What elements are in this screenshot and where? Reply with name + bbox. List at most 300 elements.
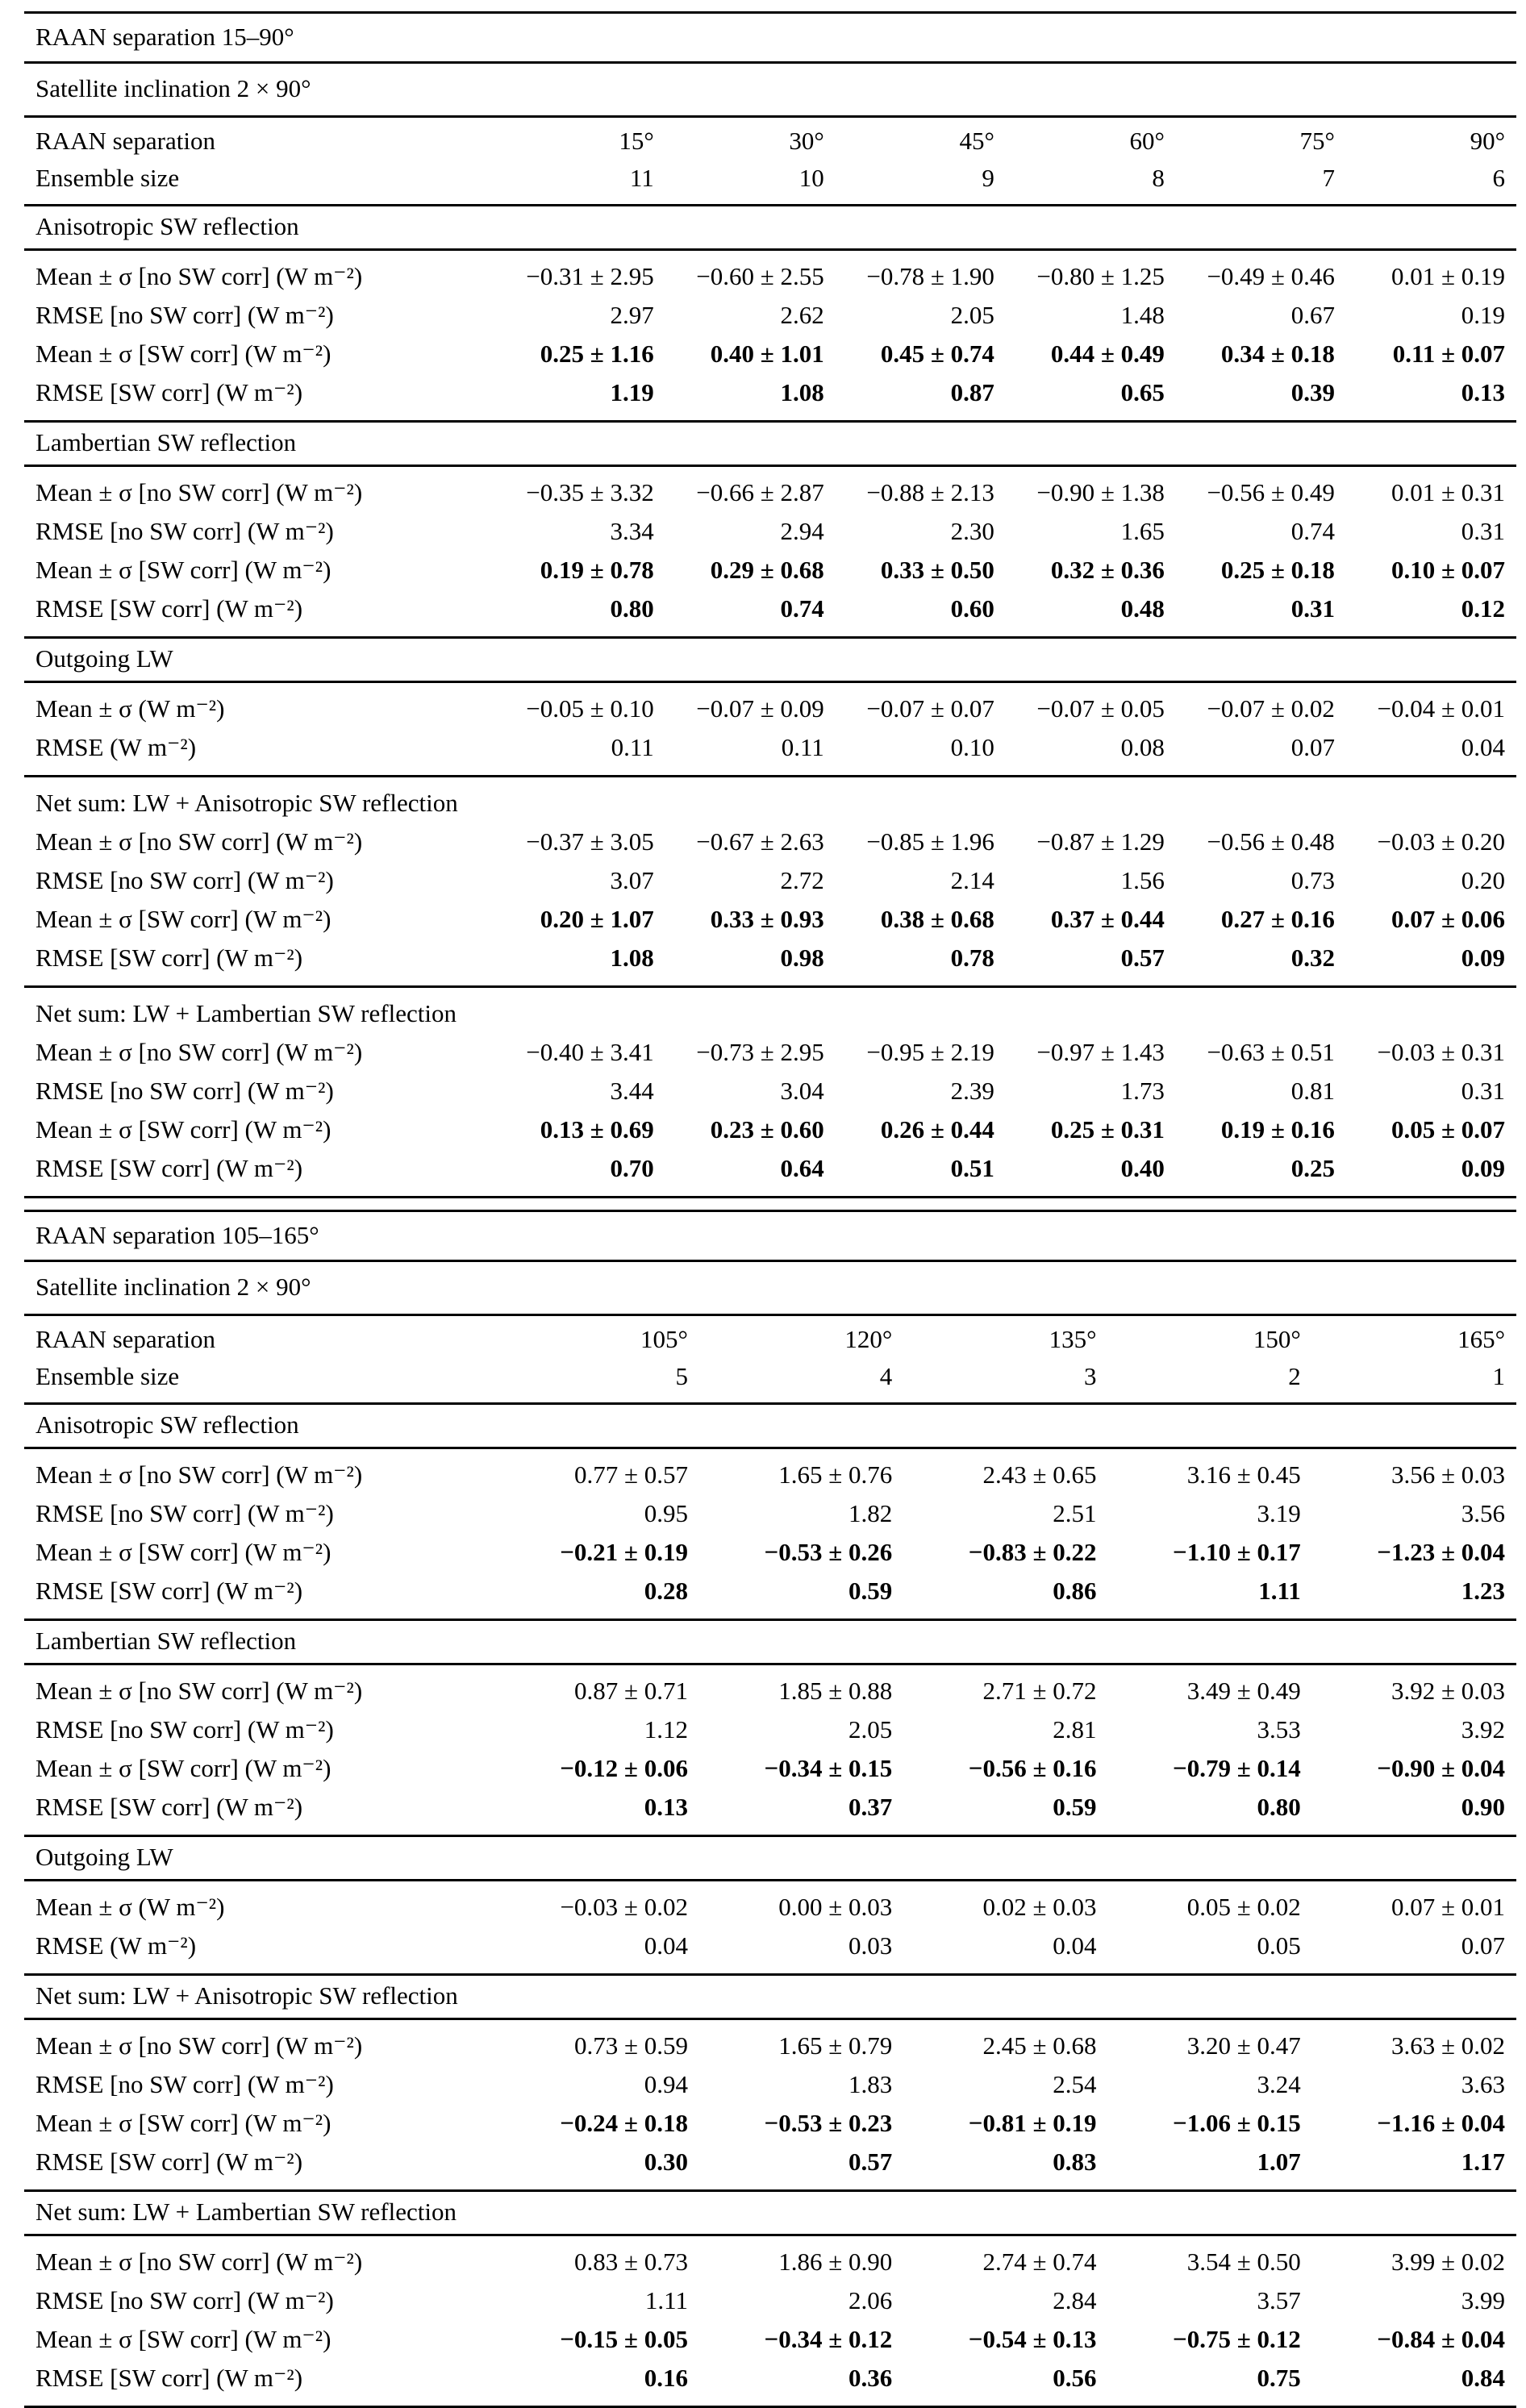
cell-value: 3.92 ± 0.03 xyxy=(1390,1677,1505,1705)
cell-value: −0.40 ± 3.41 xyxy=(526,1038,654,1066)
cell-value: 0.74 xyxy=(780,594,824,623)
cell-value: −0.79 ± 0.14 xyxy=(1173,1754,1301,1782)
cell-value: 1.17 xyxy=(1461,2148,1505,2176)
data-row xyxy=(35,551,1505,590)
cell-value: −0.03 ± 0.31 xyxy=(1377,1038,1505,1066)
cell-value: 0.73 xyxy=(1290,866,1335,894)
cell-value: −0.85 ± 1.96 xyxy=(866,827,994,856)
cell-value: 0.20 xyxy=(1461,866,1505,894)
data-row xyxy=(35,1456,1505,1494)
row-label: RMSE [SW corr] (W m⁻²) xyxy=(35,2364,303,2392)
data-row xyxy=(35,728,1505,767)
cell-value: 2.43 ± 0.65 xyxy=(982,1460,1097,1489)
cell-value: 2.54 xyxy=(1053,2070,1097,2098)
cell-value: 3.53 xyxy=(1257,1715,1301,1744)
row-label: Mean ± σ (W m⁻²) xyxy=(35,694,225,723)
raan-column-header: 105° xyxy=(640,1325,688,1353)
cell-value: 0.37 xyxy=(848,1793,893,1821)
data-row xyxy=(35,2320,1505,2359)
raan-column-header: 135° xyxy=(1049,1325,1097,1353)
cell-value: 0.31 xyxy=(1461,1077,1505,1105)
cell-value: 0.34 ± 0.18 xyxy=(1220,340,1335,368)
cell-value: 0.57 xyxy=(1120,944,1165,972)
ensemble-size-value: 3 xyxy=(1083,1362,1097,1390)
cell-value: 1.65 ± 0.76 xyxy=(778,1460,893,1489)
data-row xyxy=(35,1749,1505,1788)
data-block xyxy=(24,467,1516,639)
cell-value: 0.27 ± 0.16 xyxy=(1220,905,1335,933)
ensemble-size-value: 11 xyxy=(629,164,654,192)
row-label: RMSE [SW corr] (W m⁻²) xyxy=(35,2148,303,2176)
cell-value: 0.40 ± 1.01 xyxy=(710,340,824,368)
data-block xyxy=(24,1665,1516,1837)
data-row xyxy=(35,1672,1505,1710)
row-label: Mean ± σ [no SW corr] (W m⁻²) xyxy=(35,1460,363,1489)
cell-value: −0.81 ± 0.19 xyxy=(968,2109,1097,2137)
cell-value: 2.62 xyxy=(780,301,824,329)
row-label: Mean ± σ [no SW corr] (W m⁻²) xyxy=(35,262,363,290)
ensemble-size-value: 7 xyxy=(1322,164,1335,192)
block-title: Net sum: LW + Anisotropic SW reflection xyxy=(35,789,458,817)
cell-value: 1.23 xyxy=(1461,1577,1505,1605)
cell-value: 0.37 ± 0.44 xyxy=(1050,905,1165,933)
cell-value: −0.66 ± 2.87 xyxy=(696,478,824,506)
raan-separation-label: RAAN separation xyxy=(35,1325,215,1353)
cell-value: −0.37 ± 3.05 xyxy=(526,827,654,856)
block-title: Outgoing LW xyxy=(24,639,1516,683)
raan-separation-header-row xyxy=(35,1321,1505,1358)
cell-value: 0.07 xyxy=(1290,733,1335,761)
raan-separation-header-row xyxy=(35,123,1505,160)
cell-value: 0.13 xyxy=(644,1793,688,1821)
cell-value: 0.19 ± 0.16 xyxy=(1220,1115,1335,1144)
document xyxy=(24,11,1516,2408)
cell-value: 3.63 xyxy=(1461,2070,1505,2098)
data-row xyxy=(35,296,1505,335)
cell-value: 0.25 ± 0.31 xyxy=(1050,1115,1165,1144)
cell-value: 1.07 xyxy=(1257,2148,1301,2176)
cell-value: −0.90 ± 0.04 xyxy=(1377,1754,1505,1782)
cell-value: 0.39 xyxy=(1290,378,1335,406)
cell-value: −0.95 ± 2.19 xyxy=(866,1038,994,1066)
ensemble-size-value: 4 xyxy=(879,1362,893,1390)
cell-value: −0.04 ± 0.01 xyxy=(1377,694,1505,723)
raan-column-header: 45° xyxy=(959,127,994,155)
cell-value: −0.63 ± 0.51 xyxy=(1207,1038,1335,1066)
cell-value: −0.24 ± 0.18 xyxy=(560,2109,688,2137)
row-label: Mean ± σ (W m⁻²) xyxy=(35,1893,225,1921)
cell-value: −0.07 ± 0.05 xyxy=(1036,694,1165,723)
block-title: Lambertian SW reflection xyxy=(24,423,1516,467)
cell-value: 0.09 xyxy=(1461,944,1505,972)
cell-value: 1.11 xyxy=(644,2286,688,2314)
cell-value: 0.59 xyxy=(1053,1793,1097,1821)
cell-value: 1.82 xyxy=(848,1499,893,1527)
row-label: RMSE [SW corr] (W m⁻²) xyxy=(35,1577,303,1605)
cell-value: 3.20 ± 0.47 xyxy=(1186,2031,1301,2060)
cell-value: −1.10 ± 0.17 xyxy=(1173,1538,1301,1566)
cell-value: 1.12 xyxy=(644,1715,688,1744)
cell-value: 0.78 xyxy=(950,944,994,972)
cell-value: 3.19 xyxy=(1257,1499,1301,1527)
data-row xyxy=(35,861,1505,900)
column-header-block xyxy=(24,1316,1516,1405)
column-header-block xyxy=(24,118,1516,206)
row-label: Mean ± σ [SW corr] (W m⁻²) xyxy=(35,1115,331,1144)
cell-value: 3.04 xyxy=(780,1077,824,1105)
data-row xyxy=(35,257,1505,296)
cell-value: 0.87 ± 0.71 xyxy=(573,1677,688,1705)
cell-value: 2.71 ± 0.72 xyxy=(982,1677,1097,1705)
cell-value: −0.75 ± 0.12 xyxy=(1173,2325,1301,2353)
block-title: Net sum: LW + Anisotropic SW reflection xyxy=(24,1976,1516,2020)
data-row xyxy=(35,590,1505,628)
cell-value: 0.23 ± 0.60 xyxy=(710,1115,824,1144)
data-row xyxy=(35,373,1505,412)
cell-value: −0.12 ± 0.06 xyxy=(560,1754,688,1782)
data-row xyxy=(35,2359,1505,2398)
row-label: Mean ± σ [SW corr] (W m⁻²) xyxy=(35,2109,331,2137)
row-label: RMSE [SW corr] (W m⁻²) xyxy=(35,944,303,972)
cell-value: 2.81 xyxy=(1053,1715,1097,1744)
cell-value: 0.77 ± 0.57 xyxy=(573,1460,688,1489)
cell-value: 0.36 xyxy=(848,2364,893,2392)
row-label: RMSE [no SW corr] (W m⁻²) xyxy=(35,1715,334,1744)
cell-value: 0.03 xyxy=(848,1931,893,1960)
row-label: RMSE [SW corr] (W m⁻²) xyxy=(35,594,303,623)
cell-value: 2.14 xyxy=(950,866,994,894)
data-row xyxy=(35,1072,1505,1110)
section-title: RAAN separation 15–90° xyxy=(24,14,1516,64)
cell-value: 0.09 xyxy=(1461,1154,1505,1182)
cell-value: 0.10 ± 0.07 xyxy=(1390,556,1505,584)
raan-column-header: 90° xyxy=(1470,127,1505,155)
table-section xyxy=(24,11,1516,1198)
cell-value: 0.13 ± 0.69 xyxy=(540,1115,654,1144)
cell-value: 0.11 xyxy=(781,733,824,761)
cell-value: 1.08 xyxy=(610,944,654,972)
cell-value: 0.95 xyxy=(644,1499,688,1527)
cell-value: 0.16 xyxy=(644,2364,688,2392)
row-label: RMSE [no SW corr] (W m⁻²) xyxy=(35,1499,334,1527)
section-title: RAAN separation 105–165° xyxy=(24,1212,1516,1262)
row-label: RMSE [no SW corr] (W m⁻²) xyxy=(35,1077,334,1105)
row-label: Mean ± σ [no SW corr] (W m⁻²) xyxy=(35,1038,363,1066)
row-label: Mean ± σ [no SW corr] (W m⁻²) xyxy=(35,2248,363,2276)
data-row xyxy=(35,512,1505,551)
cell-value: 0.57 xyxy=(848,2148,893,2176)
data-block xyxy=(24,988,1516,1198)
cell-value: −0.83 ± 0.22 xyxy=(968,1538,1097,1566)
ensemble-size-value: 10 xyxy=(798,164,824,192)
cell-value: 2.84 xyxy=(1053,2286,1097,2314)
cell-value: 0.04 xyxy=(1053,1931,1097,1960)
cell-value: 0.07 xyxy=(1461,1931,1505,1960)
row-label: RMSE [no SW corr] (W m⁻²) xyxy=(35,517,334,545)
row-label: RMSE [no SW corr] (W m⁻²) xyxy=(35,866,334,894)
cell-value: 0.98 xyxy=(780,944,824,972)
row-label: Mean ± σ [SW corr] (W m⁻²) xyxy=(35,1754,331,1782)
cell-value: 0.40 xyxy=(1120,1154,1165,1182)
cell-value: 0.80 xyxy=(1257,1793,1301,1821)
cell-value: −0.34 ± 0.12 xyxy=(764,2325,893,2353)
cell-value: −0.07 ± 0.07 xyxy=(866,694,994,723)
raan-column-header: 30° xyxy=(789,127,824,155)
cell-value: −0.56 ± 0.48 xyxy=(1207,827,1335,856)
cell-value: 2.39 xyxy=(950,1077,994,1105)
cell-value: 1.11 xyxy=(1258,1577,1301,1605)
row-label: Mean ± σ [no SW corr] (W m⁻²) xyxy=(35,2031,363,2060)
data-row xyxy=(35,2065,1505,2104)
cell-value: −0.56 ± 0.49 xyxy=(1207,478,1335,506)
cell-value: 2.97 xyxy=(610,301,654,329)
data-row xyxy=(35,1788,1505,1827)
row-label: RMSE [SW corr] (W m⁻²) xyxy=(35,1793,303,1821)
cell-value: 0.05 ± 0.07 xyxy=(1390,1115,1505,1144)
data-row xyxy=(35,1033,1505,1072)
cell-value: 0.25 ± 1.16 xyxy=(540,340,654,368)
cell-value: −0.35 ± 3.32 xyxy=(526,478,654,506)
row-label: Mean ± σ [no SW corr] (W m⁻²) xyxy=(35,478,363,506)
cell-value: 3.99 xyxy=(1461,2286,1505,2314)
cell-value: 3.57 xyxy=(1257,2286,1301,2314)
raan-separation-label: RAAN separation xyxy=(35,127,215,155)
cell-value: 2.51 xyxy=(1053,1499,1097,1527)
ensemble-size-value: 6 xyxy=(1492,164,1505,192)
row-label: RMSE [SW corr] (W m⁻²) xyxy=(35,378,303,406)
data-block xyxy=(24,251,1516,423)
cell-value: 0.74 xyxy=(1290,517,1335,545)
cell-value: 0.32 xyxy=(1290,944,1335,972)
cell-value: 0.33 ± 0.93 xyxy=(710,905,824,933)
cell-value: 0.07 ± 0.01 xyxy=(1390,1893,1505,1921)
block-title: Outgoing LW xyxy=(24,1837,1516,1881)
cell-value: −0.07 ± 0.09 xyxy=(696,694,824,723)
cell-value: −0.73 ± 2.95 xyxy=(696,1038,824,1066)
cell-value: 0.48 xyxy=(1120,594,1165,623)
row-label: Mean ± σ [SW corr] (W m⁻²) xyxy=(35,905,331,933)
cell-value: 2.06 xyxy=(848,2286,893,2314)
cell-value: −0.60 ± 2.55 xyxy=(696,262,824,290)
cell-value: 0.67 xyxy=(1290,301,1335,329)
cell-value: 0.80 xyxy=(610,594,654,623)
cell-value: 0.84 xyxy=(1461,2364,1505,2392)
cell-value: 2.94 xyxy=(780,517,824,545)
row-label: Mean ± σ [no SW corr] (W m⁻²) xyxy=(35,1677,363,1705)
block-title: Net sum: LW + Lambertian SW reflection xyxy=(35,999,457,1027)
cell-value: −1.16 ± 0.04 xyxy=(1377,2109,1505,2137)
cell-value: −0.54 ± 0.13 xyxy=(968,2325,1097,2353)
cell-value: −0.15 ± 0.05 xyxy=(560,2325,688,2353)
cell-value: 0.87 xyxy=(950,378,994,406)
cell-value: −0.87 ± 1.29 xyxy=(1036,827,1165,856)
cell-value: 0.12 xyxy=(1461,594,1505,623)
row-label: Mean ± σ [SW corr] (W m⁻²) xyxy=(35,2325,331,2353)
cell-value: 2.05 xyxy=(950,301,994,329)
section-subtitle: Satellite inclination 2 × 90° xyxy=(24,64,1516,118)
cell-value: 0.11 ± 0.07 xyxy=(1392,340,1505,368)
data-row xyxy=(35,335,1505,373)
cell-value: −0.78 ± 1.90 xyxy=(866,262,994,290)
cell-value: −0.49 ± 0.46 xyxy=(1207,262,1335,290)
data-row xyxy=(35,1533,1505,1572)
data-row xyxy=(35,689,1505,728)
data-row xyxy=(35,1888,1505,1927)
ensemble-size-row xyxy=(35,1358,1505,1395)
cell-value: 2.45 ± 0.68 xyxy=(982,2031,1097,2060)
raan-column-header: 75° xyxy=(1299,127,1335,155)
raan-column-header: 120° xyxy=(844,1325,893,1353)
ensemble-size-value: 1 xyxy=(1492,1362,1505,1390)
cell-value: 0.07 ± 0.06 xyxy=(1390,905,1505,933)
row-label: Mean ± σ [SW corr] (W m⁻²) xyxy=(35,556,331,584)
data-row xyxy=(35,1572,1505,1610)
data-row xyxy=(35,473,1505,512)
block-title: Anisotropic SW reflection xyxy=(24,1405,1516,1449)
row-label: Mean ± σ [SW corr] (W m⁻²) xyxy=(35,1538,331,1566)
cell-value: −0.80 ± 1.25 xyxy=(1036,262,1165,290)
block-title: Net sum: LW + Lambertian SW reflection xyxy=(24,2192,1516,2236)
cell-value: 3.34 xyxy=(610,517,654,545)
cell-value: 0.25 xyxy=(1290,1154,1335,1182)
cell-value: 0.73 ± 0.59 xyxy=(573,2031,688,2060)
ensemble-size-value: 2 xyxy=(1288,1362,1301,1390)
row-label: RMSE [no SW corr] (W m⁻²) xyxy=(35,301,334,329)
cell-value: −0.97 ± 1.43 xyxy=(1036,1038,1165,1066)
cell-value: −0.34 ± 0.15 xyxy=(764,1754,893,1782)
cell-value: 0.11 xyxy=(611,733,654,761)
cell-value: 0.01 ± 0.19 xyxy=(1390,262,1505,290)
cell-value: 0.29 ± 0.68 xyxy=(710,556,824,584)
cell-value: 0.65 xyxy=(1120,378,1165,406)
cell-value: 1.65 xyxy=(1120,517,1165,545)
cell-value: 0.56 xyxy=(1053,2364,1097,2392)
cell-value: 0.30 xyxy=(644,2148,688,2176)
cell-value: −0.07 ± 0.02 xyxy=(1207,694,1335,723)
table-section xyxy=(24,1210,1516,2408)
data-row xyxy=(35,1710,1505,1749)
cell-value: −0.31 ± 2.95 xyxy=(526,262,654,290)
cell-value: 0.20 ± 1.07 xyxy=(540,905,654,933)
cell-value: 0.00 ± 0.03 xyxy=(778,1893,893,1921)
cell-value: 0.83 xyxy=(1053,2148,1097,2176)
cell-value: −0.05 ± 0.10 xyxy=(526,694,654,723)
section-subtitle: Satellite inclination 2 × 90° xyxy=(24,1262,1516,1316)
data-row xyxy=(35,939,1505,977)
data-row xyxy=(35,1110,1505,1149)
cell-value: 0.38 ± 0.68 xyxy=(880,905,994,933)
cell-value: 1.85 ± 0.88 xyxy=(778,1677,893,1705)
data-block xyxy=(24,683,1516,777)
data-block xyxy=(24,777,1516,988)
ensemble-size-value: 9 xyxy=(982,164,994,192)
block-title: Lambertian SW reflection xyxy=(24,1621,1516,1665)
cell-value: −0.03 ± 0.20 xyxy=(1377,827,1505,856)
cell-value: −0.21 ± 0.19 xyxy=(560,1538,688,1566)
raan-column-header: 60° xyxy=(1129,127,1165,155)
cell-value: 3.54 ± 0.50 xyxy=(1186,2248,1301,2276)
cell-value: 0.19 xyxy=(1461,301,1505,329)
cell-value: 0.83 ± 0.73 xyxy=(573,2248,688,2276)
cell-value: 0.13 xyxy=(1461,378,1505,406)
data-block xyxy=(24,2020,1516,2192)
cell-value: −0.03 ± 0.02 xyxy=(560,1893,688,1921)
cell-value: −0.84 ± 0.04 xyxy=(1377,2325,1505,2353)
cell-value: 1.19 xyxy=(610,378,654,406)
cell-value: 0.31 xyxy=(1290,594,1335,623)
data-row xyxy=(35,823,1505,861)
data-row xyxy=(35,1494,1505,1533)
cell-value: 1.73 xyxy=(1120,1077,1165,1105)
data-row xyxy=(35,2281,1505,2320)
ensemble-size-label: Ensemble size xyxy=(35,1362,180,1390)
ensemble-size-value: 5 xyxy=(675,1362,688,1390)
data-row xyxy=(35,1927,1505,1965)
cell-value: 2.72 xyxy=(780,866,824,894)
cell-value: 3.07 xyxy=(610,866,654,894)
cell-value: 0.02 ± 0.03 xyxy=(982,1893,1097,1921)
cell-value: 0.44 ± 0.49 xyxy=(1050,340,1165,368)
cell-value: 0.75 xyxy=(1257,2364,1301,2392)
cell-value: 0.60 xyxy=(950,594,994,623)
data-row xyxy=(35,900,1505,939)
cell-value: 0.33 ± 0.50 xyxy=(880,556,994,584)
cell-value: 0.51 xyxy=(950,1154,994,1182)
ensemble-size-label: Ensemble size xyxy=(35,164,180,192)
data-row xyxy=(35,2104,1505,2143)
data-row xyxy=(35,2143,1505,2181)
row-label: RMSE (W m⁻²) xyxy=(35,733,197,761)
cell-value: 0.86 xyxy=(1053,1577,1097,1605)
ensemble-size-row xyxy=(35,160,1505,197)
row-label: RMSE [no SW corr] (W m⁻²) xyxy=(35,2070,334,2098)
cell-value: 0.08 xyxy=(1120,733,1165,761)
cell-value: 0.31 xyxy=(1461,517,1505,545)
cell-value: −0.88 ± 2.13 xyxy=(866,478,994,506)
cell-value: 1.48 xyxy=(1120,301,1165,329)
cell-value: 0.19 ± 0.78 xyxy=(540,556,654,584)
cell-value: −0.56 ± 0.16 xyxy=(968,1754,1097,1782)
cell-value: 3.16 ± 0.45 xyxy=(1186,1460,1301,1489)
cell-value: 1.08 xyxy=(780,378,824,406)
cell-value: 0.10 xyxy=(950,733,994,761)
cell-value: −1.23 ± 0.04 xyxy=(1377,1538,1505,1566)
cell-value: 3.56 ± 0.03 xyxy=(1390,1460,1505,1489)
cell-value: 0.04 xyxy=(644,1931,688,1960)
block-title: Anisotropic SW reflection xyxy=(24,206,1516,251)
cell-value: 0.81 xyxy=(1290,1077,1335,1105)
cell-value: 3.92 xyxy=(1461,1715,1505,1744)
cell-value: 0.01 ± 0.31 xyxy=(1390,478,1505,506)
cell-value: 0.26 ± 0.44 xyxy=(880,1115,994,1144)
row-label: Mean ± σ [no SW corr] (W m⁻²) xyxy=(35,827,363,856)
cell-value: −1.06 ± 0.15 xyxy=(1173,2109,1301,2137)
cell-value: 2.05 xyxy=(848,1715,893,1744)
raan-column-header: 150° xyxy=(1253,1325,1301,1353)
row-label: Mean ± σ [SW corr] (W m⁻²) xyxy=(35,340,331,368)
ensemble-size-value: 8 xyxy=(1152,164,1165,192)
data-block xyxy=(24,1449,1516,1621)
row-label: RMSE [no SW corr] (W m⁻²) xyxy=(35,2286,334,2314)
cell-value: 0.70 xyxy=(610,1154,654,1182)
cell-value: 2.30 xyxy=(950,517,994,545)
cell-value: 0.64 xyxy=(780,1154,824,1182)
cell-value: 0.05 xyxy=(1257,1931,1301,1960)
cell-value: 0.32 ± 0.36 xyxy=(1050,556,1165,584)
cell-value: 0.45 ± 0.74 xyxy=(880,340,994,368)
cell-value: 0.04 xyxy=(1461,733,1505,761)
cell-value: 1.56 xyxy=(1120,866,1165,894)
